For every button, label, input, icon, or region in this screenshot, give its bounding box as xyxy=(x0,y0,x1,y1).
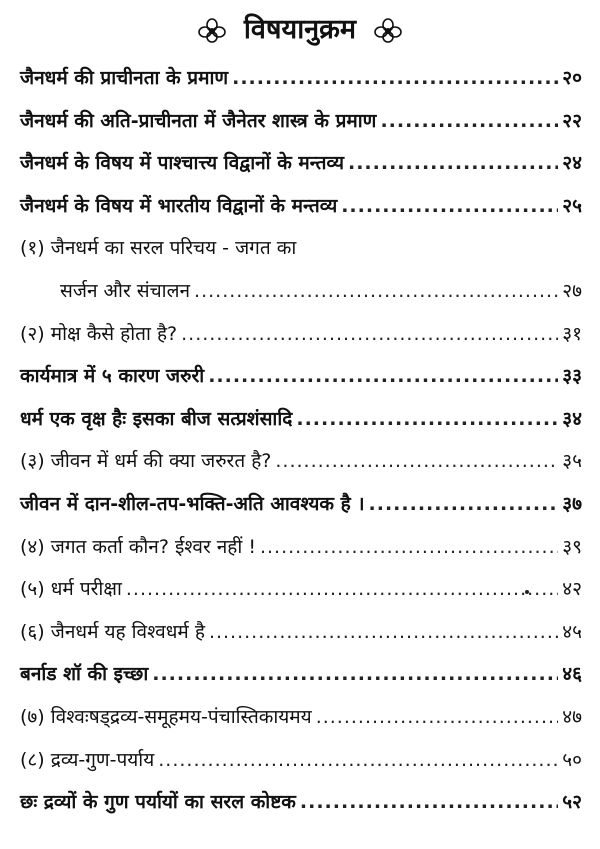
toc-entry-title: (७) विश्वःषड्द्रव्य-समूहमय-पंचास्तिकायमय xyxy=(20,705,312,728)
page-title xyxy=(0,8,600,52)
toc-dot-leader xyxy=(369,493,559,515)
toc-entry-title: (२) मोक्ष कैसे होता है? xyxy=(20,322,178,345)
toc-entry-title: जैनधर्म के विषय में पाश्चात्त्य विद्वानों के मन्तव्य xyxy=(20,152,344,175)
toc-entry xyxy=(20,405,582,448)
toc-entry-page: २२ xyxy=(562,109,582,132)
toc-entry-title: जैनधर्म के विषय में भारतीय विद्वानों के मन्तव्य xyxy=(20,194,338,217)
toc-entry-title: (४) जगत कर्ता कौन? ईश्वर नहीं ! xyxy=(20,535,256,558)
toc-dot-leader xyxy=(348,152,558,174)
toc-entry-title: सर्जन और संचालन xyxy=(60,279,191,302)
toc-entry-page: ३९ xyxy=(562,535,582,558)
toc-entry-title: जैनधर्म की प्राचीनता के प्रमाण xyxy=(20,67,229,89)
toc-entry-page: ३१ xyxy=(562,322,582,345)
toc-entry-page: ४५ xyxy=(562,620,582,643)
toc-entry xyxy=(20,575,582,618)
toc-entry xyxy=(20,362,582,405)
toc-dot-leader xyxy=(341,195,558,217)
toc-dot-leader xyxy=(158,749,558,771)
toc-dot-leader xyxy=(260,536,558,558)
toc-dot-leader xyxy=(232,67,558,89)
toc-dot-leader xyxy=(300,791,558,813)
toc-entry-title: बर्नाड शॉ की इच्छा xyxy=(20,663,149,686)
toc-entry-page: ५२ xyxy=(562,791,582,814)
toc-entry-page: ३३ xyxy=(562,365,582,388)
toc-entry xyxy=(20,703,582,746)
toc-entry xyxy=(20,277,582,320)
toc-entry-title: (८) द्रव्य-गुण-पर्याय xyxy=(20,748,155,771)
toc-entry-title: (३) जीवन में धर्म की क्या जरुरत है? xyxy=(20,450,272,473)
toc-entry-title: कार्यमात्र में ५ कारण जरुरी xyxy=(20,365,205,388)
title-text: विषयानुक्रम xyxy=(243,14,357,45)
toc-entry xyxy=(20,746,582,789)
toc-entry xyxy=(20,64,582,107)
toc-entry-page: ४६ xyxy=(562,663,582,686)
toc-dot-leader xyxy=(208,365,558,387)
toc-entry-page: २० xyxy=(562,67,582,89)
toc-entry xyxy=(20,788,582,831)
toc-entry xyxy=(20,192,582,235)
toc-entry-title: जैनधर्म की अति-प्राचीनता में जैनेतर शास्त्र के प्रमाण xyxy=(20,109,377,132)
toc-dot-leader xyxy=(152,663,558,685)
toc-entry-page: २७ xyxy=(562,279,582,302)
table-of-contents xyxy=(20,64,582,831)
toc-dot-leader xyxy=(380,110,558,132)
toc-entry-page: २५ xyxy=(562,194,582,217)
toc-entry-page: ५० xyxy=(562,748,582,771)
toc-entry xyxy=(20,320,582,363)
toc-dot-leader xyxy=(275,450,558,472)
toc-entry-page: ३४ xyxy=(562,407,582,430)
flower-ornament-icon xyxy=(197,18,227,44)
toc-entry-title: धर्म एक वृक्ष हैः इसका बीज सत्प्रशंसादि xyxy=(20,407,293,430)
toc-entry xyxy=(20,618,582,661)
toc-entry xyxy=(20,234,582,277)
toc-dot-leader xyxy=(194,280,558,302)
toc-entry-title: (१) जैनधर्म का सरल परिचय - जगत का xyxy=(20,237,297,260)
toc-entry-page: ३५ xyxy=(562,450,582,473)
toc-entry xyxy=(20,107,582,150)
toc-entry xyxy=(20,447,582,490)
toc-entry-page: २४ xyxy=(562,152,582,175)
toc-entry-title: (६) जैनधर्म यह विश्वधर्म है xyxy=(20,620,205,643)
toc-entry xyxy=(20,490,582,533)
toc-dot-leader xyxy=(181,323,558,345)
toc-entry-page: ४२ xyxy=(562,578,582,601)
toc-entry xyxy=(20,660,582,703)
flower-ornament-icon xyxy=(373,18,403,44)
toc-entry-title: छः द्रव्यों के गुण पर्यायों का सरल कोष्टक xyxy=(20,791,296,814)
toc-dot-leader xyxy=(126,578,558,600)
toc-entry-title: (५) धर्म परीक्षा xyxy=(20,578,122,601)
toc-entry xyxy=(20,149,582,192)
toc-dot-leader xyxy=(316,706,559,728)
toc-entry-page: ४७ xyxy=(562,705,582,728)
toc-dot-leader xyxy=(296,408,558,430)
toc-dot-leader xyxy=(209,621,558,643)
toc-entry-title: जीवन में दान-शील-तप-भक्ति-अति आवश्यक है । xyxy=(20,492,365,515)
ink-dot xyxy=(525,590,529,594)
toc-entry-page: ३७ xyxy=(562,492,582,515)
toc-entry xyxy=(20,533,582,576)
